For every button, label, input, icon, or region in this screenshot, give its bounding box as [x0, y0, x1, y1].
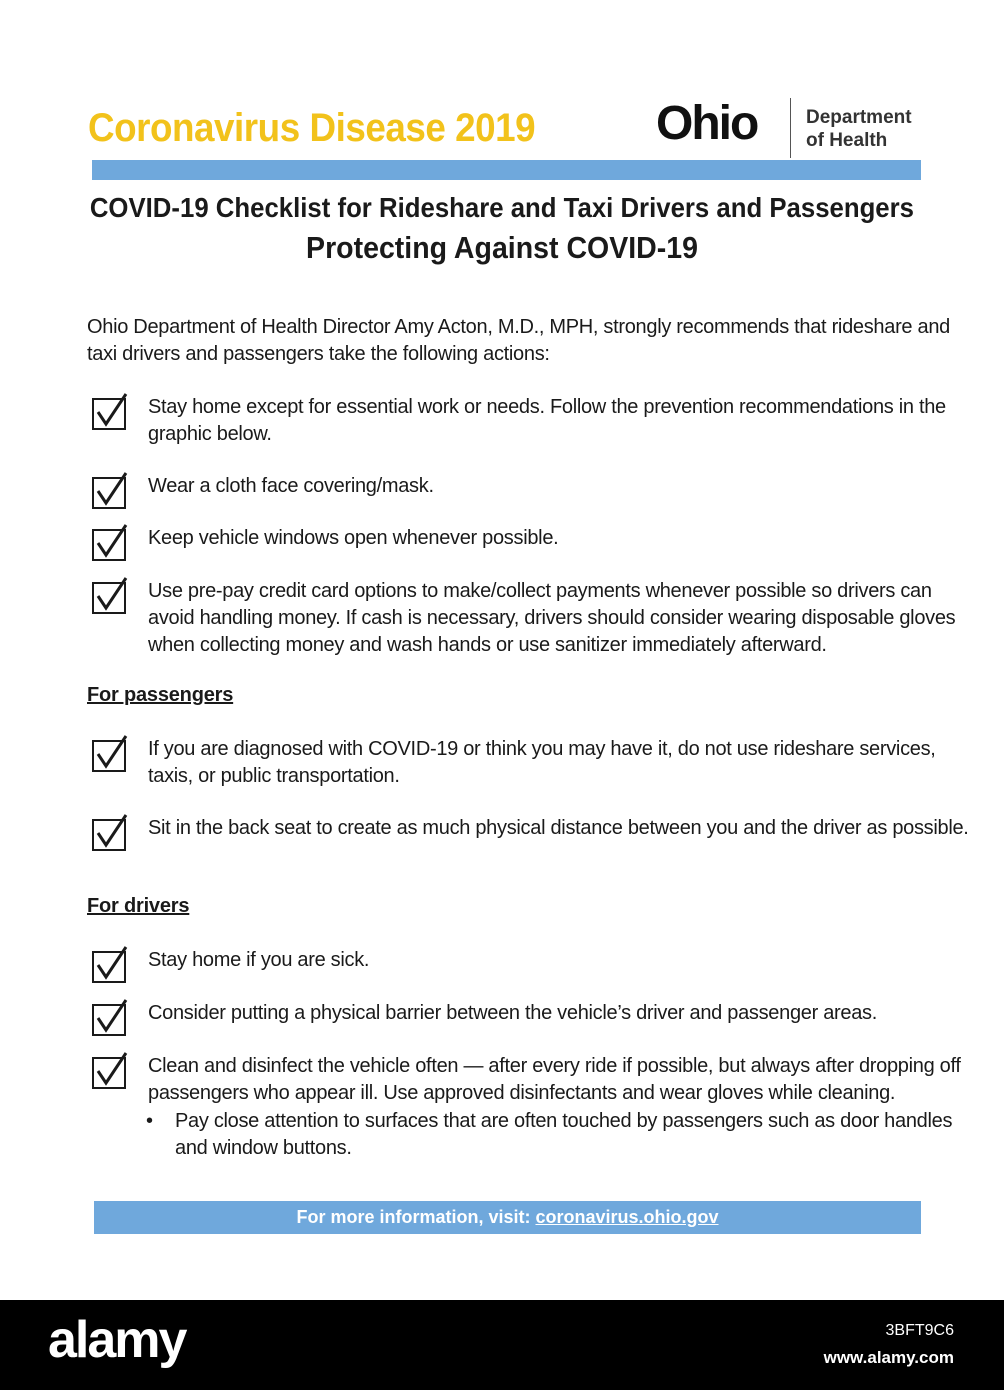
checkbox-checked-icon [92, 529, 126, 561]
stock-url: www.alamy.com [823, 1348, 954, 1367]
logo-dept-line2: of Health [806, 130, 888, 151]
checkbox-checked-icon [92, 1004, 126, 1036]
checkbox-checked-icon [92, 951, 126, 983]
section-heading-passengers: For passengers [87, 684, 234, 706]
alamy-logo: alamy [48, 1311, 186, 1369]
logo-dept-line1: Department [806, 107, 912, 128]
footer-text: For more information, visit: [296, 1207, 536, 1227]
bullet-icon: • [146, 1110, 153, 1132]
header-bar [92, 160, 921, 180]
department-of-health-logo [806, 106, 912, 152]
logo-divider [790, 98, 791, 158]
checkbox-checked-icon [92, 819, 126, 851]
section-heading-drivers: For drivers [87, 895, 190, 917]
footer-link[interactable]: coronavirus.ohio.gov [535, 1207, 719, 1227]
checkbox-checked-icon [92, 740, 126, 772]
intro-paragraph: Ohio Department of Health Director Amy Acton, M.D., MPH, strongly recommends that rideshare and taxi drivers and passengers take the following actions: [87, 316, 950, 365]
stock-image-id: 3BFT9C6 [885, 1322, 954, 1339]
ohio-logo: Ohio [656, 97, 758, 150]
document-title: COVID-19 Checklist for Rideshare and Taxi Drivers and Passengers [89, 192, 915, 223]
checkbox-checked-icon [92, 582, 126, 614]
checkbox-checked-icon [92, 1057, 126, 1089]
document-page: Coronavirus Disease 2019 Ohio Department of Health COVID-19 Checklist for Rideshare and Taxi Drivers and Passengers Protecting Against COVID-19 Ohio Department of Health Director Amy Acton, M.D., MPH, strongly recommends that rideshare and taxi drivers and passengers take the following actions: Stay home except for essential work or needs. Follow the prevention recommendations in the graphic below. Wear a cloth face covering/mask. Keep vehicle windows open whenever possible. Use pre-pay credit card options to make/collect payments whenever possible so drivers can avoid handling money. If cash is necessary, drivers should consider wearing disposable gloves when collecting money and wash hands or use sanitizer immediately afterward. For passengers If you are diagnosed with COVID-19 or think you may have it, do not use rideshare services, taxis, or public transportation. Sit in the back seat to create as much physical distance between you and the driver as possible. For drivers Stay home if you are sick. Consider putting a physical barrier between the vehicle’s driver and passenger areas. Clean and disinfect the vehicle often — after every ride if possible, but always after dropping off passengers who appear ill. Use approved disinfectants and wear gloves while cleaning. • Pay close attention to surfaces that are often touched by passengers such as door handles and window buttons. For more information, visit: coronavirus.ohio.gov [0, 0, 1004, 1300]
header-title: Coronavirus Disease 2019 [88, 106, 536, 150]
checkbox-checked-icon [92, 398, 126, 430]
checkbox-checked-icon [92, 477, 126, 509]
document-subtitle: Protecting Against COVID-19 [306, 230, 698, 265]
footer-bar [94, 1201, 921, 1234]
